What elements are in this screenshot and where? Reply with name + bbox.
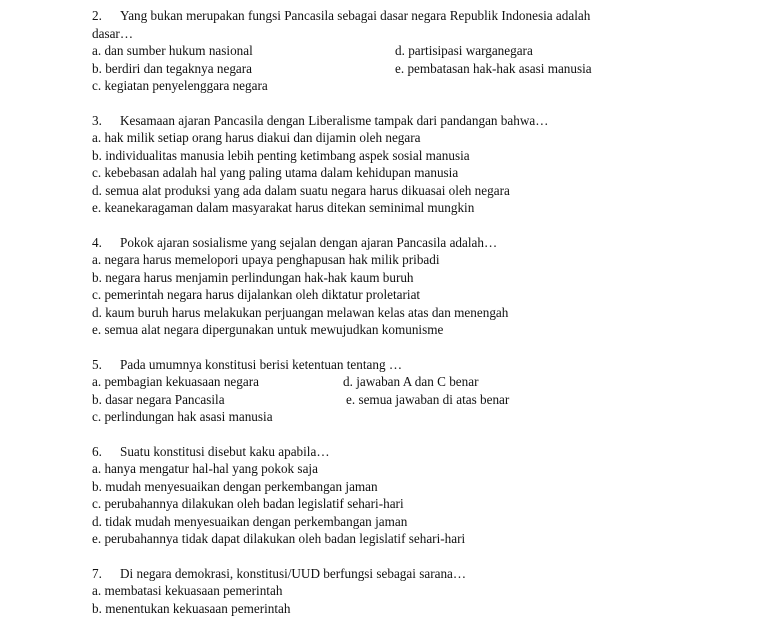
option-a: a. dan sumber hukum nasional bbox=[92, 43, 253, 58]
question-number: 4. bbox=[92, 234, 102, 250]
option-b: b. berdiri dan tegaknya negara bbox=[92, 60, 253, 76]
quiz-document bbox=[92, 7, 692, 617]
question-7 bbox=[92, 565, 692, 618]
option-row bbox=[92, 373, 692, 391]
option-a: a. negara harus memelopori upaya penghapusan hak milik pribadi bbox=[92, 252, 440, 267]
question-text: Pada umumnya konstitusi berisi ketentuan tentang … bbox=[120, 356, 403, 372]
option-d: d. jawaban A dan C benar bbox=[343, 374, 479, 389]
option-c: c. perubahannya dilakukan oleh badan legislatif sehari-hari bbox=[92, 496, 404, 511]
question-stem bbox=[92, 565, 692, 583]
option-b: b. negara harus menjamin perlindungan hak-hak kaum buruh bbox=[92, 269, 414, 285]
option-b: b. dasar negara Pancasila bbox=[92, 391, 225, 407]
option-d: d. kaum buruh harus melakukan perjuangan melawan kelas atas dan menengah bbox=[92, 304, 509, 320]
option-d: d. partisipasi warganegara bbox=[395, 43, 533, 58]
option-e: e. semua jawaban di atas benar bbox=[346, 391, 510, 407]
question-3 bbox=[92, 112, 692, 217]
option-b: b. mudah menyesuaikan dengan perkembangan jaman bbox=[92, 478, 378, 494]
question-number: 2. bbox=[92, 8, 102, 23]
option-e: e. pembatasan hak-hak asasi manusia bbox=[395, 60, 592, 76]
option-a: a. hanya mengatur hal-hal yang pokok saja bbox=[92, 461, 318, 476]
option-c: c. kebebasan adalah hal yang paling utama dalam kehidupan manusia bbox=[92, 165, 459, 180]
option-e: e. keanekaragaman dalam masyarakat harus ditekan seminimal mungkin bbox=[92, 200, 475, 215]
option-row bbox=[92, 42, 692, 60]
option-d: d. tidak mudah menyesuaikan dengan perkembangan jaman bbox=[92, 513, 408, 529]
question-text: Yang bukan merupakan fungsi Pancasila sebagai dasar negara Republik Indonesia adalah bbox=[120, 8, 591, 23]
question-number: 6. bbox=[92, 443, 102, 459]
option-e: e. perubahannya tidak dapat dilakukan oleh badan legislatif sehari-hari bbox=[92, 531, 466, 546]
question-6 bbox=[92, 443, 692, 548]
question-4 bbox=[92, 234, 692, 339]
option-b: b. individualitas manusia lebih penting ketimbang aspek sosial manusia bbox=[92, 147, 470, 163]
question-5 bbox=[92, 356, 692, 426]
question-stem bbox=[92, 443, 692, 461]
question-stem bbox=[92, 7, 692, 25]
option-row bbox=[92, 77, 692, 95]
option-c: c. kegiatan penyelenggara negara bbox=[92, 78, 268, 93]
question-text: Di negara demokrasi, konstitusi/UUD berfungsi sebagai sarana… bbox=[120, 565, 467, 581]
option-a: a. membatasi kekuasaan pemerintah bbox=[92, 583, 283, 598]
question-stem bbox=[92, 356, 692, 374]
question-stem bbox=[92, 234, 692, 252]
question-text: Pokok ajaran sosialisme yang sejalan dengan ajaran Pancasila adalah… bbox=[120, 234, 498, 250]
option-e: e. semua alat negara dipergunakan untuk mewujudkan komunisme bbox=[92, 322, 444, 337]
question-2 bbox=[92, 7, 692, 95]
option-d: d. semua alat produksi yang ada dalam suatu negara harus dikuasai oleh negara bbox=[92, 182, 510, 198]
question-stem-continuation: dasar… bbox=[92, 25, 134, 41]
question-number: 3. bbox=[92, 112, 102, 128]
option-row bbox=[92, 391, 692, 409]
question-number: 5. bbox=[92, 356, 102, 372]
question-stem bbox=[92, 112, 692, 130]
option-b: b. menentukan kekuasaan pemerintah bbox=[92, 600, 291, 616]
option-row bbox=[92, 60, 692, 78]
question-text: Suatu konstitusi disebut kaku apabila… bbox=[120, 443, 330, 459]
question-number: 7. bbox=[92, 565, 102, 581]
question-text: Kesamaan ajaran Pancasila dengan Liberalisme tampak dari pandangan bahwa… bbox=[120, 112, 549, 128]
option-a: a. pembagian kekuasaan negara bbox=[92, 374, 259, 389]
option-c: c. perlindungan hak asasi manusia bbox=[92, 409, 273, 424]
option-c: c. pemerintah negara harus dijalankan oleh diktatur proletariat bbox=[92, 287, 421, 302]
option-a: a. hak milik setiap orang harus diakui dan dijamin oleh negara bbox=[92, 130, 421, 145]
